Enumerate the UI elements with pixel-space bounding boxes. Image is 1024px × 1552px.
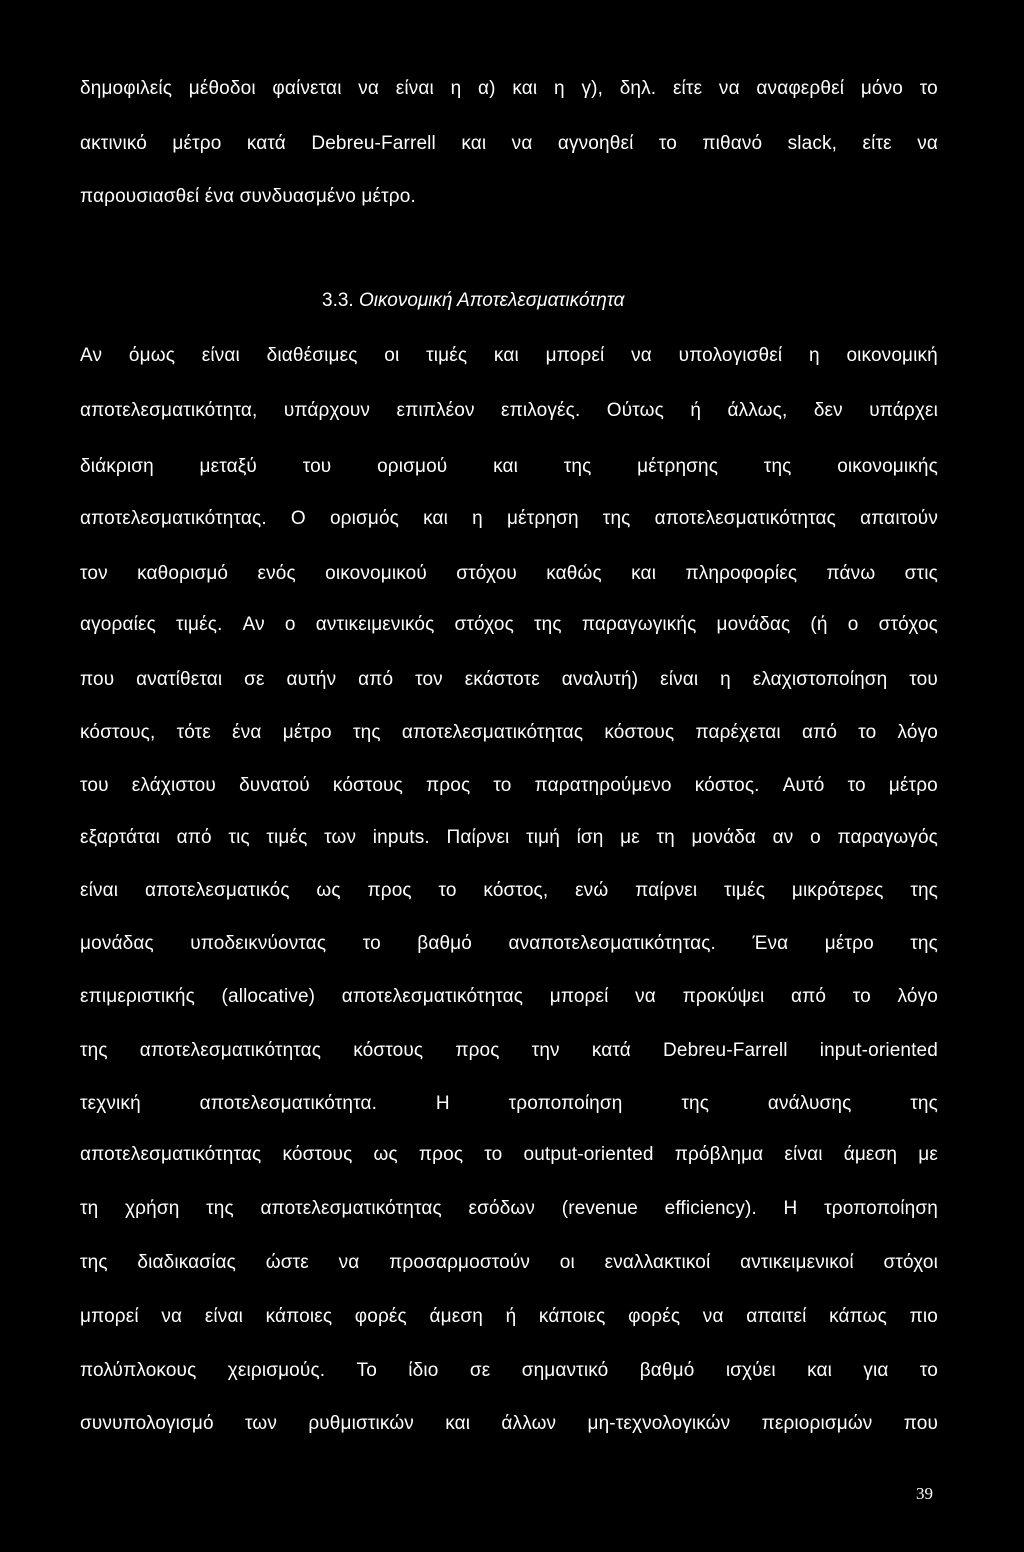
word: της (563, 456, 592, 477)
word: παίρνει (635, 880, 698, 901)
word: ενός (257, 563, 296, 584)
word: πιο (909, 1306, 938, 1327)
word: με (620, 827, 640, 848)
word: να (631, 345, 652, 366)
word: είναι (201, 345, 240, 366)
word: λόγο (897, 722, 938, 743)
word: προς (455, 1040, 500, 1061)
word: αποτελεσματικότητα. (199, 1093, 378, 1114)
word: ή (505, 1306, 517, 1327)
word: αναλυτή) (561, 669, 639, 690)
word: της (206, 1198, 234, 1219)
word: στόχος (454, 614, 514, 635)
text-line (80, 1092, 938, 1116)
word: τεχνική (80, 1093, 141, 1114)
word: στόχοι (883, 1252, 938, 1273)
word: σημαντικό (521, 1360, 609, 1381)
word: προς (367, 880, 412, 901)
word: ισχύει (725, 1360, 776, 1381)
word: τροποποίηση (508, 1093, 623, 1114)
text-line (80, 399, 938, 423)
word: στόχου (456, 563, 517, 584)
text-line (80, 1251, 938, 1275)
word: κάποιες (538, 1306, 606, 1327)
text-line (80, 77, 938, 101)
word: δηλ. (619, 78, 657, 99)
word: και (493, 345, 519, 366)
word: και (631, 563, 657, 584)
word: της (534, 614, 562, 635)
word: άλλων (501, 1413, 557, 1434)
word: αποτελεσματικότητας (654, 508, 836, 529)
word: ανατίθεται (136, 669, 223, 690)
word: ακτινικό (80, 133, 147, 154)
word: κατά (591, 1040, 631, 1061)
text-line (80, 1143, 938, 1167)
word: να (635, 986, 656, 1007)
word: της (602, 508, 631, 529)
word: κόστους, (80, 722, 156, 743)
word: το (858, 722, 877, 743)
word: κόστους (353, 1040, 424, 1061)
word: κόστους (604, 722, 675, 743)
text-line (80, 132, 938, 156)
word: αποτελεσματικότητα, (80, 400, 258, 421)
word: του (909, 669, 938, 690)
word: της (80, 1040, 108, 1061)
word: στόχος (878, 614, 938, 635)
word: Ούτως (606, 400, 664, 421)
word: χειρισμούς. (227, 1360, 326, 1381)
word: της (681, 1093, 710, 1114)
word: ελάχιστου (131, 775, 216, 796)
word: κόστους (282, 1144, 353, 1165)
word: Παίρνει (446, 827, 510, 848)
word: μέτρο (172, 133, 222, 154)
text-line (80, 1359, 938, 1383)
word: το (362, 933, 381, 954)
word: ώστε (265, 1252, 309, 1273)
text-line (80, 721, 938, 745)
word: της (910, 880, 938, 901)
word: οι (384, 345, 400, 366)
word: ίδιο (408, 1360, 439, 1381)
word: κάποιες (265, 1306, 333, 1327)
word: αποτελεσματικότητας. (80, 508, 267, 529)
word: άμεση (429, 1306, 483, 1327)
word: και (807, 1360, 833, 1381)
word: καθορισμό (137, 563, 229, 584)
word: άμεση (843, 1144, 898, 1165)
word: αποτελεσματικότητας (401, 722, 584, 743)
word: μέτρο (824, 933, 874, 954)
word: το (847, 775, 866, 796)
word: ενώ (575, 880, 609, 901)
word: το (919, 78, 938, 99)
word: μέτρηση (507, 508, 579, 529)
word: βαθμό (639, 1360, 695, 1381)
word: από (801, 722, 838, 743)
word: πρόβλημα (674, 1144, 764, 1165)
word: μονάδας (80, 933, 154, 954)
text-line (80, 774, 938, 798)
word: των (324, 827, 357, 848)
word: να (338, 1252, 360, 1273)
word: να (511, 133, 533, 154)
word: επιλογές. (501, 400, 581, 421)
word: input-oriented (819, 1040, 938, 1061)
word: ορισμού (377, 456, 448, 477)
word: είτε (862, 133, 892, 154)
word: δεν (813, 400, 843, 421)
word: αναφερθεί (756, 78, 845, 99)
section-number: 3.3. (322, 290, 354, 311)
word: Η (783, 1198, 798, 1219)
word: που (80, 669, 115, 690)
word: αντικειμενικός (315, 614, 435, 635)
word: κόστος. (694, 775, 760, 796)
word: το (438, 880, 457, 901)
word: (revenue (561, 1198, 638, 1219)
word: Η (435, 1093, 450, 1114)
page-number: 39 (916, 1484, 933, 1503)
word: τιμές. (176, 614, 223, 635)
word: είναι (660, 669, 699, 690)
word: και (512, 78, 538, 99)
word: να (917, 133, 938, 154)
word: το (658, 133, 677, 154)
word: Αυτό (782, 775, 825, 796)
word: τότε (176, 722, 211, 743)
word: Ένα (752, 933, 789, 954)
word: περιορισμών (761, 1413, 873, 1434)
text-line (80, 507, 938, 531)
word: γ), (581, 78, 603, 99)
word: είναι (80, 880, 119, 901)
word: μεταξύ (199, 456, 257, 477)
word: δυνατού (239, 775, 310, 796)
word: Debreu-Farrell (311, 133, 436, 154)
word: παρέχεται (695, 722, 781, 743)
word: output-oriented (523, 1144, 654, 1165)
word: της (352, 722, 381, 743)
word: μπορεί (545, 345, 605, 366)
text-line (80, 1197, 938, 1221)
text-line (80, 932, 938, 956)
word: μονάδα (691, 827, 757, 848)
word: επιπλέον (396, 400, 475, 421)
word: σε (469, 1360, 491, 1381)
word: υπολογισθεί (678, 345, 783, 366)
word: δημοφιλείς (80, 78, 173, 99)
word: οι (559, 1252, 575, 1273)
word: μη-τεχνολογικών (587, 1413, 731, 1434)
word: τις (228, 827, 250, 848)
word: ανάλυσης (767, 1093, 852, 1114)
word: υπάρχει (869, 400, 938, 421)
word: να (358, 78, 380, 99)
word: σε (244, 669, 265, 690)
word: της (910, 933, 938, 954)
word: ο (810, 827, 821, 848)
word: είναι (395, 78, 434, 99)
word: η (720, 669, 731, 690)
word: που (903, 1413, 938, 1434)
word: αποτελεσματικότητας (80, 1144, 262, 1165)
word: ως (316, 880, 341, 901)
word: διάκριση (80, 456, 154, 477)
word: τη (656, 827, 675, 848)
word: η (808, 345, 820, 366)
word: αποτελεσματικότητας (139, 1040, 322, 1061)
word: Το (356, 1360, 377, 1381)
word: παραγωγός (837, 827, 938, 848)
word: ο (284, 614, 296, 635)
word: inputs. (372, 827, 430, 848)
word: αν (772, 827, 794, 848)
word: η (554, 78, 565, 99)
word: του (302, 456, 332, 477)
word: αγοραίες (80, 614, 156, 635)
word: να (702, 1306, 724, 1327)
word: συνυπολογισμό (80, 1413, 214, 1434)
text-line (80, 668, 938, 692)
word: κόστος, (483, 880, 549, 901)
word: ελαχιστοποίηση (752, 669, 888, 690)
word: από (791, 986, 827, 1007)
word: ένα (232, 722, 262, 743)
word: εναλλακτικοί (604, 1252, 711, 1273)
word: απαιτεί (746, 1306, 807, 1327)
word: ορισμός (329, 508, 399, 529)
word: η (450, 78, 462, 99)
word: ο (847, 614, 859, 635)
word: πιθανό (702, 133, 763, 154)
word: της (763, 456, 792, 477)
word: φαίνεται (272, 78, 342, 99)
word: η (472, 508, 483, 529)
word: αυτήν (286, 669, 337, 690)
word: μέτρο (282, 722, 332, 743)
word: α) (478, 78, 496, 99)
word: τον (415, 669, 443, 690)
text-line: παρουσιασθεί ένα συνδυασμένο μέτρο. (80, 186, 416, 207)
word: μπορεί (80, 1306, 139, 1327)
word: ή (690, 400, 702, 421)
word: παραγωγικής (581, 614, 697, 635)
word: χρήση (125, 1198, 180, 1219)
word: είναι (204, 1306, 243, 1327)
word: μέτρο (888, 775, 938, 796)
word: διαθέσιμες (266, 345, 358, 366)
word: για (863, 1360, 889, 1381)
text-line (80, 344, 938, 368)
word: διαδικασίας (137, 1252, 236, 1273)
word: μόνο (860, 78, 903, 99)
word: αποτελεσματικότητας (260, 1198, 442, 1219)
word: Αν (80, 345, 103, 366)
word: μικρότερες (791, 880, 884, 901)
word: τιμές (266, 827, 308, 848)
word: και (461, 133, 487, 154)
word: το (484, 1144, 503, 1165)
word: αποτελεσματικός (144, 880, 290, 901)
word: αγνοηθεί (557, 133, 634, 154)
word: της (910, 1093, 938, 1114)
text-line (80, 1305, 938, 1329)
text-line (80, 613, 938, 637)
text-line (80, 1412, 938, 1436)
word: το (493, 775, 512, 796)
word: οικονομικού (325, 563, 427, 584)
word: προσαρμοστούν (389, 1252, 531, 1273)
word: τη (80, 1198, 99, 1219)
word: καθώς (546, 563, 602, 584)
word: αποτελεσματικότητας (341, 986, 524, 1007)
word: και (423, 508, 449, 529)
text-line (80, 455, 938, 479)
word: είτε (672, 78, 703, 99)
word: τιμές (426, 345, 468, 366)
word: εκάστοτε (464, 669, 540, 690)
word: υπάρχουν (283, 400, 371, 421)
word: πληροφορίες (685, 563, 798, 584)
text-line (80, 562, 938, 586)
word: (ή (810, 614, 828, 635)
word: Ο (290, 508, 306, 529)
word: και (445, 1413, 471, 1434)
word: κόστους (332, 775, 403, 796)
word: είναι (784, 1144, 823, 1165)
word: προκύψει (682, 986, 765, 1007)
word: λόγο (897, 986, 938, 1007)
word: αντικειμενικοί (740, 1252, 854, 1273)
word: efficiency). (664, 1198, 757, 1219)
word: slack, (787, 133, 838, 154)
word: απαιτούν (860, 508, 938, 529)
word: υποδεικνύοντας (190, 933, 327, 954)
word: κάπως (829, 1306, 887, 1327)
text-line (80, 879, 938, 903)
word: κατά (246, 133, 286, 154)
word: (allocative) (221, 986, 316, 1007)
word: το (919, 1360, 938, 1381)
word: τιμές (724, 880, 766, 901)
word: τον (80, 563, 108, 584)
word: το (852, 986, 871, 1007)
word: ως (373, 1144, 398, 1165)
word: οικονομική (846, 345, 938, 366)
word: από (358, 669, 394, 690)
word: αναποτελεσματικότητας. (508, 933, 716, 954)
word: ρυθμιστικών (308, 1413, 414, 1434)
word: να (718, 78, 740, 99)
word: φορές (628, 1306, 681, 1327)
word: την (531, 1040, 560, 1061)
word: προς (418, 1144, 464, 1165)
word: τιμή (526, 827, 560, 848)
word: φορές (354, 1306, 407, 1327)
word: προς (426, 775, 471, 796)
text-line (80, 985, 938, 1009)
word: εσόδων (468, 1198, 536, 1219)
word: επιμεριστικής (80, 986, 195, 1007)
word: μπορεί (549, 986, 609, 1007)
word: να (161, 1306, 183, 1327)
word: του (80, 775, 109, 796)
word: μέτρησης (637, 456, 719, 477)
text-line (80, 1039, 938, 1063)
word: από (176, 827, 212, 848)
word: τροποποίηση (824, 1198, 938, 1219)
word: μέθοδοι (188, 78, 256, 99)
word: μονάδας (716, 614, 791, 635)
word: άλλως, (727, 400, 788, 421)
section-title: Οικονομική Αποτελεσματικότητα (358, 290, 625, 311)
word: όμως (128, 345, 175, 366)
word: πάνω (826, 563, 876, 584)
word: εξαρτάται (80, 827, 161, 848)
word: βαθμό (417, 933, 472, 954)
word: Αν (242, 614, 265, 635)
word: οικονομικής (837, 456, 938, 477)
word: των (245, 1413, 278, 1434)
word: ίση (576, 827, 604, 848)
word: με (918, 1144, 938, 1165)
section-heading (322, 289, 625, 313)
word: Debreu-Farrell (663, 1040, 788, 1061)
word: και (493, 456, 518, 477)
word: πολύπλοκους (80, 1360, 197, 1381)
text-line (80, 826, 938, 850)
word: στις (904, 563, 938, 584)
word: παρατηρούμενο (534, 775, 672, 796)
word: της (80, 1252, 108, 1273)
